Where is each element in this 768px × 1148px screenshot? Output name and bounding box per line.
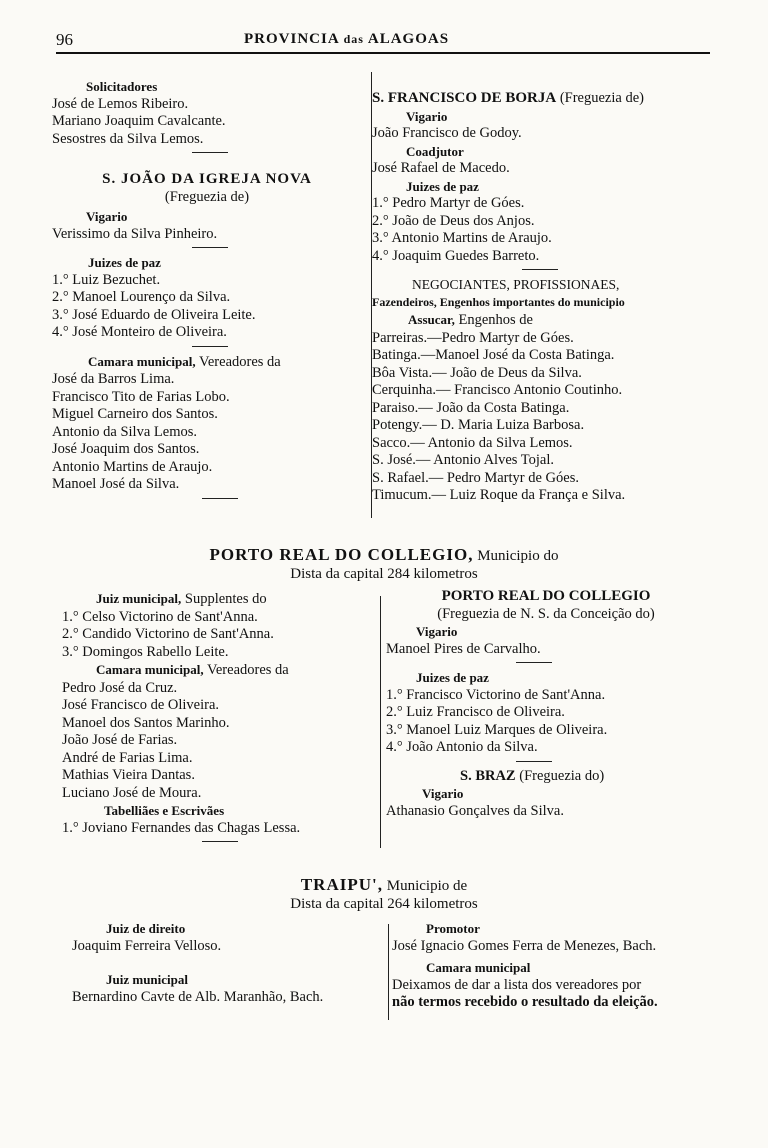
list-item: Paraiso.— João da Costa Batinga. — [372, 399, 570, 416]
page-header-title — [244, 31, 449, 48]
juiz-direito-heading: Juiz de direito — [106, 921, 186, 936]
list-item: Francisco Tito de Farias Lobo. — [52, 388, 230, 405]
traipu-title-line — [0, 876, 768, 895]
camara-heading — [62, 661, 380, 680]
vigario-name: João Francisco de Godoy. — [372, 125, 522, 141]
list-item: Luciano José de Moura. — [62, 784, 202, 801]
list-item: S. Rafael.— Pedro Martyr de Góes. — [372, 469, 579, 486]
coadjutor-name: José Rafael de Macedo. — [372, 160, 510, 176]
vigario-name: Verissimo da Silva Pinheiro. — [52, 225, 218, 242]
list-item: 3.° Manoel Luiz Marques de Oliveira. — [386, 721, 608, 738]
header-rule — [56, 52, 710, 54]
parish-subtitle: (Freguezia de) — [559, 90, 644, 106]
parish-subtitle: (Freguezia de N. S. da Conceição do) — [437, 605, 655, 622]
list-item: Antonio Martins de Araujo. — [52, 458, 213, 475]
list-item: Manoel José da Silva. — [52, 476, 180, 492]
solicitadores-heading: Solicitadores — [86, 79, 158, 94]
tabelliaes-heading: Tabelliães e Escrivães — [104, 803, 225, 818]
juiz-municipal-tail: Supplentes do — [184, 591, 267, 607]
list-item: Mathias Vieira Dantas. — [62, 767, 195, 783]
list-item: Mariano Joaquim Cavalcante. — [52, 113, 226, 129]
parish-title: S. FRANCISCO DE BORJA — [372, 90, 557, 106]
juizes-heading: Juizes de paz — [416, 670, 489, 685]
parish-heading — [372, 90, 702, 108]
juiz-municipal-heading — [62, 590, 380, 609]
traipu-title-tail: Municipio de — [386, 878, 468, 894]
juiz-direito-name: Joaquim Ferreira Velloso. — [72, 937, 222, 954]
list-item: João José de Farias. — [62, 732, 178, 748]
column-divider — [388, 924, 389, 1020]
camara-note-line: não termos recebido o resultado da eleição. — [392, 994, 658, 1010]
porto-real-title: PORTO REAL DO COLLEGIO, — [209, 545, 474, 564]
header-title-das: das — [343, 32, 364, 46]
left-column-2 — [62, 590, 380, 848]
list-item: 4.° Joaquim Guedes Barreto. — [372, 247, 540, 264]
camara-heading: Camara municipal — [426, 960, 531, 975]
vigario-heading: Vigario — [406, 108, 448, 124]
promotor-name: José Ignacio Gomes Ferra de Menezes, Bach. — [392, 937, 657, 954]
list-item: Batinga.—Manoel José da Costa Batinga. — [372, 347, 615, 363]
traipu-title: TRAIPU', — [300, 875, 383, 894]
list-item: 1.° Joviano Fernandes das Chagas Lessa. — [62, 819, 301, 836]
negociantes-heading: NEGOCIANTES, PROFISSIONAES, — [412, 277, 620, 292]
list-item: 1.° Luiz Bezuchet. — [52, 271, 161, 288]
list-item: André de Farias Lima. — [62, 749, 193, 766]
list-item: 1.° Francisco Victorino de Sant'Anna. — [386, 686, 606, 703]
list-item: 3.° José Eduardo de Oliveira Leite. — [52, 306, 256, 323]
vigario-heading: Vigario — [86, 209, 128, 224]
list-item: Parreiras.—Pedro Martyr de Góes. — [372, 329, 574, 346]
list-item: Miguel Carneiro dos Santos. — [52, 406, 218, 422]
camara-heading-tail: Vereadores da — [199, 353, 281, 370]
braz-heading — [386, 768, 706, 786]
list-item: José Joaquim dos Santos. — [52, 441, 200, 457]
list-item: José da Barros Lima. — [52, 371, 175, 387]
list-item: Pedro José da Cruz. — [62, 679, 178, 696]
braz-subtitle: (Freguezia do) — [519, 767, 605, 784]
camara-heading-tail: Vereadores da — [207, 662, 289, 678]
porto-real-banner — [0, 546, 768, 583]
assucar-heading — [372, 311, 702, 330]
camara-heading — [52, 353, 362, 372]
vigario-heading: Vigario — [422, 786, 464, 801]
divider — [192, 152, 228, 153]
right-column-3 — [392, 920, 712, 1012]
divider — [202, 498, 238, 499]
left-column-1 — [52, 78, 362, 505]
assucar-bold: Assucar, — [408, 312, 455, 327]
vigario-name: Athanasio Gonçalves da Silva. — [386, 802, 564, 819]
juizes-heading: Juizes de paz — [406, 178, 479, 194]
parish-title: S. JOÃO DA IGREJA NOVA — [102, 171, 312, 187]
list-item: 1.° Pedro Martyr de Góes. — [372, 195, 525, 211]
parish-subtitle: (Freguezia de) — [164, 188, 250, 205]
porto-real-title-tail: Municipio do — [477, 548, 559, 564]
promotor-heading: Promotor — [426, 921, 480, 936]
list-item: Timucum.— Luiz Roque da França e Silva. — [372, 487, 626, 503]
juiz-municipal-name: Bernardino Cavte de Alb. Maranhão, Bach. — [72, 988, 324, 1005]
divider — [202, 841, 238, 842]
parish-title: PORTO REAL DO COLLEGIO — [441, 588, 651, 604]
list-item: José de Lemos Ribeiro. — [52, 95, 189, 112]
camara-heading-bold: Camara municipal, — [96, 662, 204, 677]
list-item: 4.° João Antonio da Silva. — [386, 739, 538, 755]
juizes-heading: Juizes de paz — [88, 255, 161, 270]
right-column-2 — [386, 588, 706, 820]
list-item: 2.° Candido Victorino de Sant'Anna. — [62, 626, 274, 642]
coadjutor-heading: Coadjutor — [406, 143, 464, 159]
vigario-name: Manoel Pires de Carvalho. — [386, 640, 541, 657]
porto-real-title-line — [0, 546, 768, 565]
list-item: 2.° Manoel Lourenço da Silva. — [52, 289, 231, 305]
fazendeiros-heading: Fazendeiros, Engenhos importantes do municipio — [372, 294, 625, 309]
braz-title: S. BRAZ — [460, 767, 516, 784]
list-item: Antonio da Silva Lemos. — [52, 423, 197, 440]
divider — [516, 662, 552, 663]
traipu-banner — [0, 876, 768, 913]
assucar-tail: Engenhos de — [458, 312, 533, 328]
list-item: 2.° Luiz Francisco de Oliveira. — [386, 704, 565, 720]
divider — [522, 269, 558, 270]
list-item: Sesostres da Silva Lemos. — [52, 130, 204, 147]
camara-heading-bold: Camara municipal, — [88, 353, 196, 369]
page-number: 96 — [56, 30, 73, 49]
list-item: 2.° João de Deus dos Anjos. — [372, 212, 535, 229]
list-item: 1.° Celso Victorino de Sant'Anna. — [62, 608, 258, 625]
column-divider — [380, 596, 381, 848]
list-item: 3.° Domingos Rabello Leite. — [62, 643, 229, 660]
juiz-municipal-bold: Juiz municipal, — [96, 591, 182, 606]
vigario-heading: Vigario — [416, 624, 458, 639]
porto-real-distance: Dista da capital 284 kilometros — [290, 566, 478, 582]
left-column-3 — [72, 920, 386, 1006]
juiz-municipal-heading: Juiz municipal — [106, 972, 188, 987]
list-item: José Francisco de Oliveira. — [62, 697, 220, 713]
list-item: Potengy.— D. Maria Luiza Barbosa. — [372, 417, 585, 433]
camara-note-line: Deixamos de dar a lista dos vereadores por — [392, 976, 642, 993]
header-title-main: PROVINCIA — [244, 31, 339, 47]
list-item: S. José.— Antonio Alves Tojal. — [372, 452, 554, 468]
list-item: Sacco.— Antonio da Silva Lemos. — [372, 434, 573, 451]
list-item: Cerquinha.— Francisco Antonio Coutinho. — [372, 382, 623, 398]
header-title-end: ALAGOAS — [367, 31, 450, 47]
traipu-distance: Dista da capital 264 kilometros — [290, 896, 478, 912]
list-item: 4.° José Monteiro de Oliveira. — [52, 324, 227, 340]
divider — [516, 761, 552, 762]
divider — [192, 346, 228, 347]
right-column-1 — [372, 90, 702, 505]
list-item: Bôa Vista.— João de Deus da Silva. — [372, 364, 582, 381]
divider — [192, 247, 228, 248]
list-item: Manoel dos Santos Marinho. — [62, 714, 230, 731]
list-item: 3.° Antonio Martins de Araujo. — [372, 230, 552, 246]
